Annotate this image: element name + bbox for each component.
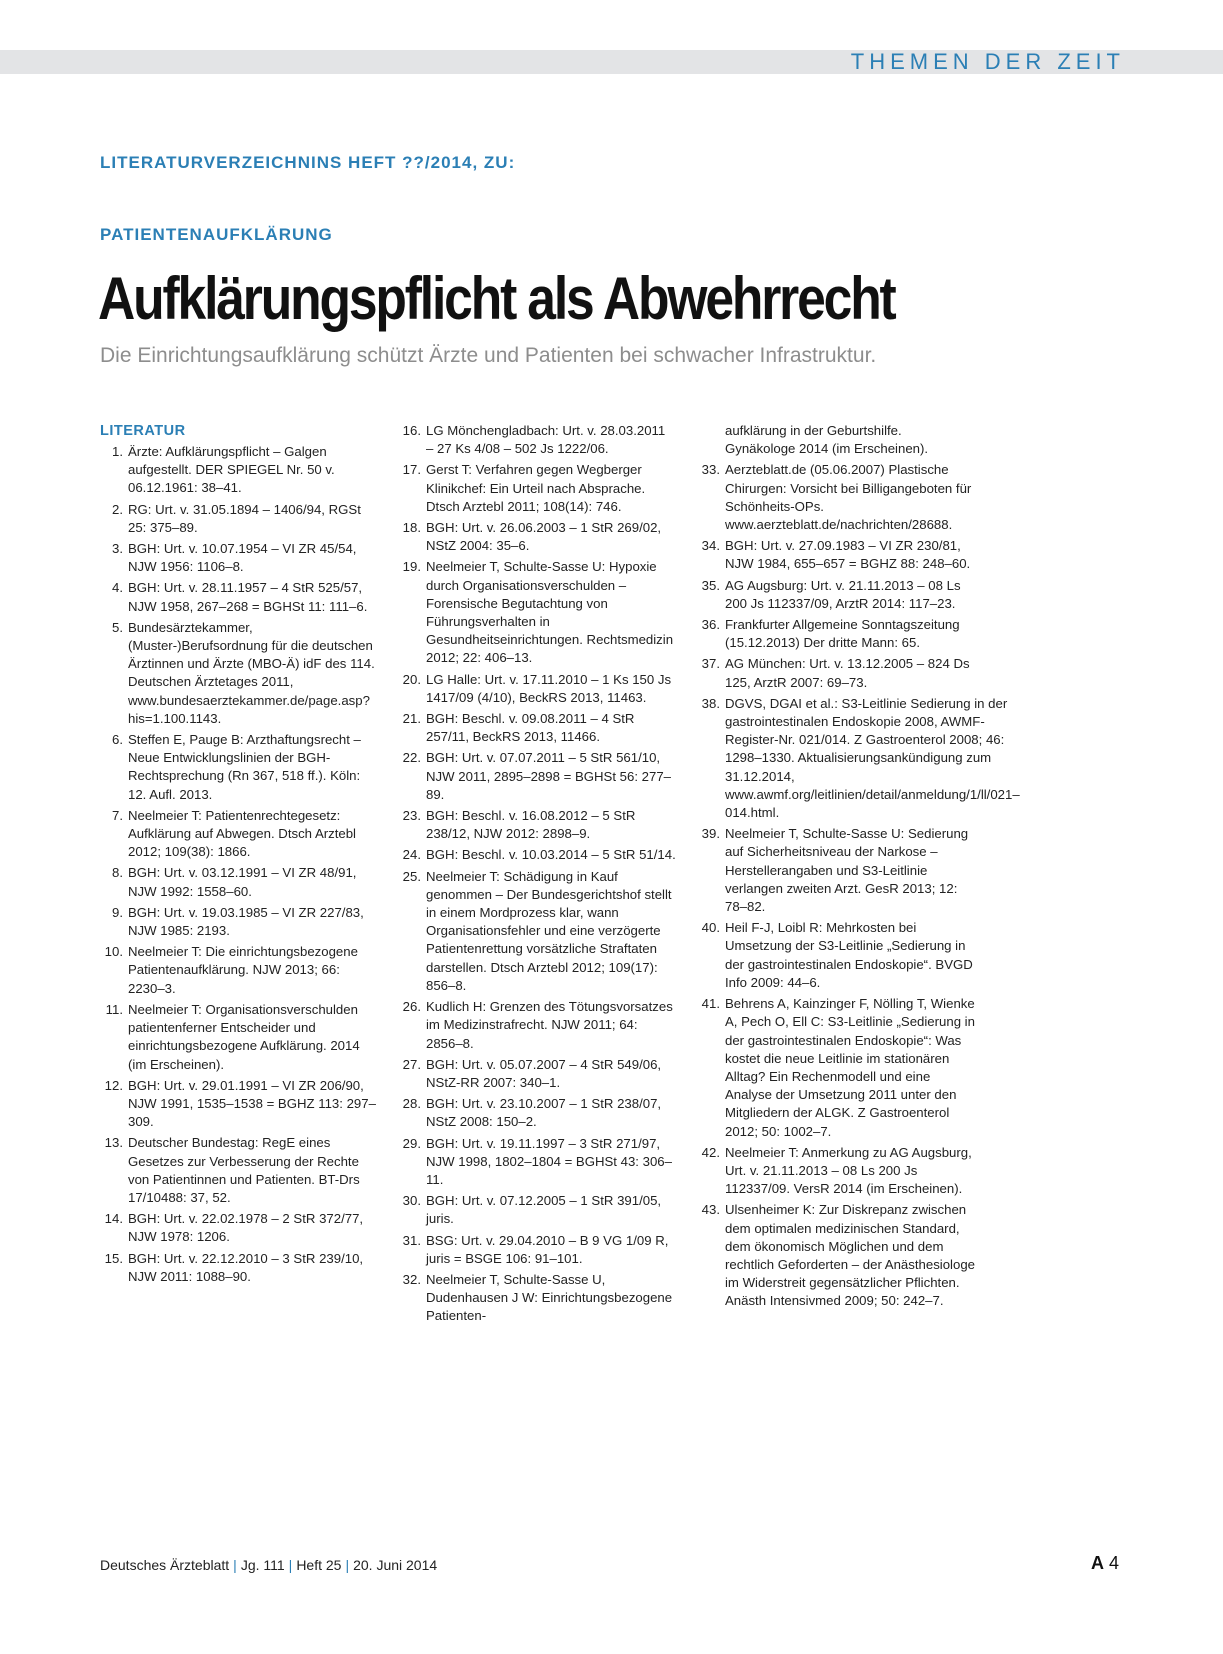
reference-number: 41.	[701, 996, 720, 1012]
reference-item	[100, 1210, 380, 1246]
reference-item	[697, 1144, 975, 1199]
reference-text: Deutscher Bundestag: RegE eines Gesetzes zur Verbesserung der Rechte von Patientinnen und Patienten. BT-Drs 17/10488: 37, 52.	[128, 1135, 360, 1205]
reference-item	[398, 868, 676, 995]
reference-text: Neelmeier T: Patientenrechtegesetz: Aufklärung auf Abwegen. Dtsch Arztebl 2012; 109(38): 1866.	[128, 807, 356, 860]
reference-text: BGH: Beschl. v. 09.08.2011 – 4 StR 257/11, BeckRS 2013, 11466.	[426, 711, 635, 745]
reference-item	[697, 695, 1020, 822]
reference-number: 20.	[402, 671, 421, 687]
reference-item	[398, 671, 676, 707]
reference-text: Gerst T: Verfahren gegen Wegberger Klinikchef: Ein Urteil nach Absprache. Dtsch Arztebl 2011; 108(14): 746.	[426, 462, 646, 514]
reference-item	[100, 443, 380, 498]
reference-item	[100, 943, 380, 998]
reference-item	[697, 461, 975, 534]
page-number-value: 4	[1108, 1553, 1119, 1573]
reference-item	[398, 1056, 676, 1092]
reference-text: BGH: Beschl. v. 10.03.2014 – 5 StR 51/14.	[426, 847, 676, 863]
references-column-3	[697, 422, 1020, 1314]
reference-number: 21.	[402, 711, 421, 727]
reference-item	[398, 846, 676, 864]
reference-item	[398, 1192, 676, 1228]
reference-text: BGH: Urt. v. 28.11.1957 – 4 StR 525/57, NJW 1958, 267–268 = BGHSt 11: 111–6.	[128, 580, 368, 614]
reference-item	[697, 577, 975, 613]
reference-item	[100, 540, 380, 576]
reference-item	[100, 501, 380, 537]
reference-number: 36.	[701, 617, 720, 633]
reference-number: 30.	[402, 1193, 421, 1209]
topic-kicker: PATIENTENAUFKLÄRUNG	[100, 225, 333, 244]
reference-text: RG: Urt. v. 31.05.1894 – 1406/94, RGSt 25: 375–89.	[128, 501, 361, 535]
reference-number: 6.	[112, 732, 123, 748]
reference-number: 26.	[402, 999, 421, 1015]
reference-item	[100, 904, 380, 940]
reference-item	[100, 579, 380, 615]
reference-item	[100, 1001, 380, 1074]
reference-number: 32.	[402, 1271, 421, 1287]
reference-text: DGVS, DGAI et al.: S3-Leitlinie Sedierung in der gastrointestinalen Endoskopie 2008, AWMF-Register-Nr. 021/014. Z Gastroenterol 2008; 46: 1298–1330. Aktualisierungsankündigung zum 31.12.2014, www.awmf.org/leitlinien/detail/anmeldung/1/ll/021–014.html.	[725, 695, 1020, 821]
reference-text: Frankfurter Allgemeine Sonntagszeitung (15.12.2013) Der dritte Mann: 65.	[725, 617, 960, 651]
page-number	[1091, 1553, 1119, 1574]
reference-text: BGH: Urt. v. 05.07.2007 – 4 StR 549/06, NStZ-RR 2007: 340–1.	[426, 1056, 662, 1090]
reference-text: Kudlich H: Grenzen des Tötungsvorsatzes im Medizinstrafrecht. NJW 2011; 64: 2856–8.	[426, 999, 673, 1051]
reference-text: Bundesärztekammer, (Muster-)Berufsordnung für die deutschen Ärztinnen und Ärzte (MBO-Ä) idF des 114. Deutschen Ärztetages 2011, www.bundesaerztekammer.de/page.asp?his=1.100.1143.	[128, 619, 375, 726]
issue-kicker: LITERATURVERZEICHNINS HEFT ??/2014, ZU:	[100, 153, 516, 172]
reference-number: 22.	[402, 750, 421, 766]
reference-item	[398, 710, 676, 746]
reference-item	[398, 1271, 676, 1326]
reference-item	[398, 558, 676, 667]
reference-item	[100, 619, 380, 728]
reference-text: Neelmeier T, Schulte-Sasse U: Sedierung auf Sicherheitsniveau der Narkose – Herstellerangaben und S3-Leitlinie verlangen zweiten Arzt. GesR 2013; 12: 78–82.	[725, 826, 969, 915]
reference-text: Ulsenheimer K: Zur Diskrepanz zwischen dem optimalen medizinischen Standard, dem ökonomisch Möglichen und dem rechtlich Geforderten – der Anästhesiologe im Widerstreit gegensätzlicher Pflichten. Anästh Intensivmed 2009; 50: 242–7.	[725, 1202, 975, 1309]
reference-number: 14.	[104, 1211, 123, 1227]
reference-number: 35.	[701, 577, 720, 593]
footer-journal: Deutsches Ärzteblatt	[100, 1557, 230, 1573]
article-subtitle: Die Einrichtungsaufklärung schützt Ärzte und Patienten bei schwacher Infrastruktur.	[100, 344, 877, 367]
reference-number: 7.	[112, 807, 123, 823]
reference-text: AG München: Urt. v. 13.12.2005 – 824 Ds 125, ArztR 2007: 69–73.	[725, 656, 970, 690]
reference-item	[100, 1134, 380, 1207]
reference-text: LG Halle: Urt. v. 17.11.2010 – 1 Ks 150 Js 1417/09 (4/10), BeckRS 2013, 11463.	[426, 671, 672, 705]
reference-text: Aerzteblatt.de (05.06.2007) Plastische Chirurgen: Vorsicht bei Billigangeboten für Schönheits-OPs. www.aerzteblatt.de/nachrichten/28688.	[725, 462, 972, 533]
reference-text: BSG: Urt. v. 29.04.2010 – B 9 VG 1/09 R, juris = BSGE 106: 91–101.	[426, 1232, 669, 1266]
reference-text: Behrens A, Kainzinger F, Nölling T, Wienke A, Pech O, Ell C: S3-Leitlinie „Sedierung in der gastrointestinalen Endoskopie“: Was kostet die neue Leitlinie im stationären Alltag? Ein Rechenmodell und eine Analyse der Umsetzung 2011 unter den Mitgliedern der ALGK. Z Gastroenterol 2012; 50: 1002–7.	[725, 996, 975, 1139]
reference-number: 10.	[104, 944, 123, 960]
literature-heading: LITERATUR	[100, 423, 186, 439]
footer-volume: Jg. 111	[240, 1557, 285, 1573]
reference-number: 42.	[701, 1144, 720, 1160]
reference-text: Neelmeier T: Die einrichtungsbezogene Patientenaufklärung. NJW 2013; 66: 2230–3.	[128, 944, 358, 996]
reference-number: 15.	[104, 1250, 123, 1266]
reference-item	[697, 919, 975, 992]
reference-text: Neelmeier T: Organisationsverschulden patientenferner Entscheider und einrichtungsbezogene Aufklärung. 2014 (im Erscheinen).	[128, 1001, 360, 1072]
reference-text: BGH: Urt. v. 29.01.1991 – VI ZR 206/90, NJW 1991, 1535–1538 = BGHZ 113: 297–309.	[128, 1077, 376, 1130]
page-prefix: A	[1090, 1553, 1104, 1573]
reference-number: 4.	[112, 580, 123, 596]
reference-number: 34.	[701, 538, 720, 554]
reference-number: 18.	[402, 520, 421, 536]
reference-text: BGH: Urt. v. 27.09.1983 – VI ZR 230/81, NJW 1984, 655–657 = BGHZ 88: 248–60.	[725, 538, 971, 572]
reference-item	[100, 864, 380, 900]
reference-item	[697, 616, 975, 652]
reference-number: 23.	[402, 808, 421, 824]
reference-number: 11.	[105, 1001, 123, 1017]
reference-number: 43.	[701, 1202, 720, 1218]
reference-number: 39.	[701, 826, 720, 842]
reference-item	[398, 519, 676, 555]
reference-number: 33.	[701, 462, 720, 478]
reference-text: Heil F-J, Loibl R: Mehrkosten bei Umsetzung der S3-Leitlinie „Sedierung in der gastrointestinalen Endoskopie“. BVGD Info 2009: 44–6.	[725, 920, 973, 990]
references-column-2	[398, 422, 676, 1329]
reference-text: Neelmeier T: Anmerkung zu AG Augsburg, Urt. v. 21.11.2013 – 08 Ls 200 Js 112337/09. VersR 2014 (im Erscheinen).	[725, 1144, 972, 1197]
reference-text: BGH: Urt. v. 07.07.2011 – 5 StR 561/10, NJW 2011, 2895–2898 = BGHSt 56: 277–89.	[426, 750, 671, 802]
reference-continuation: aufklärung in der Geburtshilfe. Gynäkologe 2014 (im Erscheinen).	[725, 423, 929, 457]
section-label: THEMEN DER ZEIT	[850, 49, 1125, 74]
footer-date: 20. Juni 2014	[353, 1557, 438, 1573]
reference-number: 5.	[112, 619, 123, 635]
reference-number: 3.	[112, 541, 123, 557]
reference-item	[398, 422, 676, 458]
reference-number: 1.	[112, 444, 123, 459]
reference-item	[398, 998, 676, 1053]
reference-text: Neelmeier T: Schädigung in Kauf genommen – Der Bundesgerichtshof stellt in einem Mordprozess klar, wann Organisationsfehler und eine verzögerte Patientenrettung vorsätzliche Straftaten darstellen. Dtsch Arztebl 2012; 109(17): 856–8.	[426, 868, 672, 993]
reference-item	[100, 1077, 380, 1132]
reference-item	[697, 655, 975, 691]
reference-number: 38.	[701, 695, 720, 711]
reference-text: Steffen E, Pauge B: Arzthaftungsrecht – Neue Entwicklungslinien der BGH-Rechtsprechung (Rn 367, 518 ff.). Köln: 12. Aufl. 2013.	[128, 732, 361, 802]
reference-item	[697, 995, 975, 1141]
reference-item	[100, 807, 380, 862]
reference-item	[398, 749, 676, 804]
reference-text: BGH: Urt. v. 22.02.1978 – 2 StR 372/77, NJW 1978: 1206.	[128, 1211, 364, 1245]
reference-number: 29.	[402, 1135, 421, 1151]
reference-list-1	[100, 443, 380, 1286]
reference-text: Neelmeier T, Schulte-Sasse U, Dudenhausen J W: Einrichtungsbezogene Patienten-	[426, 1271, 673, 1324]
reference-number: 24.	[402, 847, 421, 863]
reference-item	[697, 1201, 975, 1310]
reference-text: BGH: Urt. v. 22.12.2010 – 3 StR 239/10, NJW 2011: 1088–90.	[128, 1250, 364, 1284]
reference-number: 12.	[104, 1077, 123, 1093]
reference-text: BGH: Beschl. v. 16.08.2012 – 5 StR 238/12, NJW 2012: 2898–9.	[426, 808, 636, 842]
reference-item	[697, 537, 975, 573]
reference-item	[398, 807, 676, 843]
reference-number: 2.	[112, 501, 123, 517]
reference-number: 9.	[112, 904, 123, 920]
reference-text: BGH: Urt. v. 23.10.2007 – 1 StR 238/07, NStZ 2008: 150–2.	[426, 1096, 662, 1130]
reference-item	[697, 825, 975, 916]
reference-item	[100, 1250, 380, 1286]
reference-item	[398, 1095, 676, 1131]
reference-text: BGH: Urt. v. 19.03.1985 – VI ZR 227/83, NJW 1985: 2193.	[128, 904, 364, 939]
reference-item	[398, 461, 676, 516]
references-column-1	[100, 422, 380, 1289]
reference-text: Neelmeier T, Schulte-Sasse U: Hypoxie durch Organisationsverschulden – Forensische Begutachtung von Führungsverhalten in Gesundheitseinrichtungen. Rechtsmedizin 2012; 22: 406–13.	[426, 559, 674, 666]
reference-item	[398, 1135, 676, 1190]
reference-text: Ärzte: Aufklärungspflicht – Galgen aufgestellt. DER SPIEGEL Nr. 50 v. 06.12.1961: 38–41.	[128, 444, 335, 496]
reference-number: 13.	[104, 1135, 123, 1151]
reference-number: 25.	[402, 868, 421, 884]
reference-item	[398, 1232, 676, 1268]
reference-item	[100, 731, 380, 804]
reference-number: 37.	[701, 656, 720, 672]
reference-number: 17.	[402, 462, 421, 478]
reference-number: 16.	[402, 423, 421, 438]
reference-text: AG Augsburg: Urt. v. 21.11.2013 – 08 Ls 200 Js 112337/09, ArztR 2014: 117–23.	[725, 577, 961, 611]
reference-number: 19.	[402, 559, 421, 575]
footer-citation: Deutsches Ärzteblatt | Jg. 111 | Heft 25 | 20. Juni 2014	[100, 1557, 438, 1573]
reference-list-2	[398, 422, 676, 1326]
reference-list-3	[697, 461, 1020, 1310]
footer-issue: Heft 25	[296, 1557, 342, 1573]
reference-text: BGH: Urt. v. 07.12.2005 – 1 StR 391/05, juris.	[426, 1193, 662, 1227]
reference-text: BGH: Urt. v. 19.11.1997 – 3 StR 271/97, NJW 1998, 1802–1804 = BGHSt 43: 306–11.	[426, 1135, 672, 1187]
reference-number: 40.	[701, 920, 720, 936]
reference-number: 8.	[112, 865, 123, 881]
reference-text: BGH: Urt. v. 26.06.2003 – 1 StR 269/02, NStZ 2004: 35–6.	[426, 520, 662, 554]
reference-number: 31.	[402, 1232, 421, 1248]
reference-number: 27.	[402, 1056, 421, 1072]
article-title: Aufklärungspflicht als Abwehrrecht	[98, 265, 895, 332]
reference-text: BGH: Urt. v. 03.12.1991 – VI ZR 48/91, NJW 1992: 1558–60.	[128, 865, 357, 899]
reference-number: 28.	[402, 1096, 421, 1112]
reference-text: LG Mönchengladbach: Urt. v. 28.03.2011 – 27 Ks 4/08 – 502 Js 1222/06.	[426, 423, 666, 457]
reference-text: BGH: Urt. v. 10.07.1954 – VI ZR 45/54, NJW 1956: 1106–8.	[128, 541, 357, 575]
